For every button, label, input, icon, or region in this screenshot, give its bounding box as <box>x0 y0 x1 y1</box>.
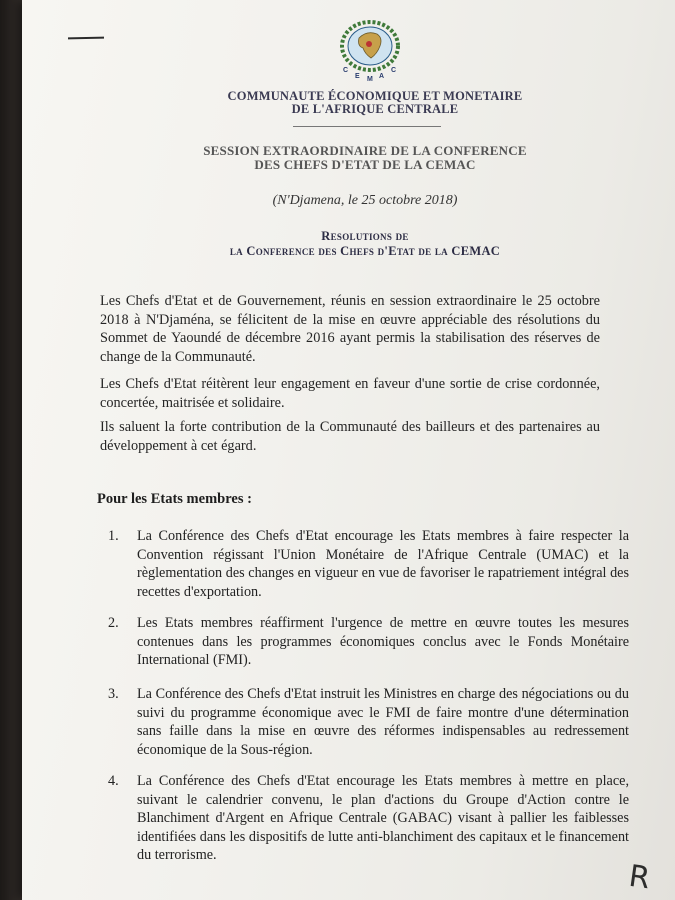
resolutions-title-line-1: Resolutions de <box>321 229 409 243</box>
session-title-line-1: SESSION EXTRAORDINAIRE DE LA CONFERENCE <box>203 143 527 158</box>
item-number: 3. <box>108 686 119 702</box>
item-number: 1. <box>108 528 119 544</box>
section-heading: Pour les Etats membres : <box>97 491 252 507</box>
item-text: Les Etats membres réaffirment l'urgence de mettre en œuvre toutes les mesures contenues dans les programmes économiques conclus avec le Fonds Monétaire International (FMI). <box>137 615 629 669</box>
intro-paragraph-3: Ils saluent la forte contribution de la Communauté des bailleurs et des partenaires au développement à cet égard. <box>100 419 600 454</box>
place-and-date: (N'Djamena, le 25 octobre 2018) <box>272 193 458 208</box>
session-title-line-2: DES CHEFS D'ETAT DE LA CEMAC <box>254 157 476 172</box>
intro-paragraph-1: Les Chefs d'Etat et de Gouvernement, réunis en session extraordinaire le 25 octobre 2018 à N'Djaména, se félicitent de la mise en œuvre appréciable des résolutions du Sommet de Yaoundé de décembre 2016 ayant permis la stabilisation des réserves de change de la Communauté. <box>100 293 600 365</box>
item-text: La Conférence des Chefs d'Etat encourage les Etats membres à mettre en place, suivant le calendrier convenu, le plan d'actions du Groupe d'Action contre le Blanchiment d'Argent en Afrique Centrale (GABAC) visant à pallier les faiblesses identifiées dans les dispositifs de lutte anti-blanchiment des capitaux et le financement du terrorisme. <box>137 773 629 864</box>
intro-paragraph-2: Les Chefs d'Etat réitèrent leur engagement en faveur d'une sortie de crise cordonnée, concertée, maitrisée et solidaire. <box>100 376 600 411</box>
handwritten-initials: R <box>626 858 653 897</box>
cemac-logo-icon <box>333 20 407 84</box>
resolutions-title <box>180 229 550 259</box>
svg-text:C: C <box>343 67 349 74</box>
svg-text:A: A <box>379 73 385 80</box>
organization-name <box>210 90 540 116</box>
item-number: 4. <box>108 773 119 789</box>
svg-text:E: E <box>355 73 360 80</box>
divider <box>293 126 441 127</box>
organization-line-1: COMMUNAUTE ÉCONOMIQUE ET MONETAIRE <box>227 89 523 103</box>
session-title <box>170 144 560 172</box>
item-text: La Conférence des Chefs d'Etat instruit les Ministres en charge des négociations ou du suivi du programme économique avec le FMI de faire montre d'une détermination sans faille dans la mise en œuvre des réformes indispensables au redressement économique de la Sous-région. <box>137 686 629 758</box>
svg-text:C: C <box>391 67 397 74</box>
item-number: 2. <box>108 615 119 631</box>
item-text: La Conférence des Chefs d'Etat encourage les Etats membres à faire respecter la Convention régissant l'Union Monétaire de l'Afrique Centrale (UMAC) et la règlementation des changes en vigueur en vue de favoriser le rapatriement intégral des recettes d'exportation. <box>137 528 629 600</box>
organization-line-2: DE L'AFRIQUE CENTRALE <box>291 102 459 116</box>
svg-text:M: M <box>367 76 373 83</box>
resolutions-title-line-2: la Conference des Chefs d'Etat de la CEMAC <box>229 244 501 258</box>
